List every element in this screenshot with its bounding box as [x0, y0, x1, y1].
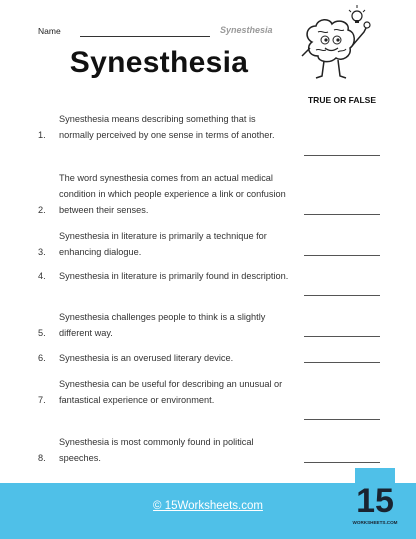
- question-text: Synesthesia in literature is primarily a technique for enhancing dialogue.: [59, 231, 267, 257]
- question-number: 5.: [38, 328, 46, 338]
- page-title: Synesthesia: [69, 46, 249, 79]
- question-item: [38, 434, 289, 466]
- question-item: [38, 350, 289, 366]
- question-item: [38, 228, 289, 260]
- question-text: Synesthesia in literature is primarily found in description.: [59, 271, 289, 281]
- answer-line[interactable]: [304, 295, 380, 296]
- question-number: 7.: [38, 395, 46, 405]
- answer-line[interactable]: [304, 155, 380, 156]
- question-number: 3.: [38, 247, 46, 257]
- question-text: The word synesthesia comes from an actual medical condition in which people experience a link or confusion between their senses.: [59, 173, 286, 215]
- answer-line[interactable]: [304, 255, 380, 256]
- worksheet-subject: Synesthesia: [220, 25, 273, 35]
- question-text: Synesthesia is most commonly found in political speeches.: [59, 437, 254, 463]
- question-item: [38, 376, 289, 408]
- logo-number: 15: [356, 482, 394, 520]
- answer-line[interactable]: [304, 462, 380, 463]
- question-text: Synesthesia means describing something that is normally perceived by one sense in terms of another.: [59, 114, 275, 140]
- answer-line[interactable]: [304, 336, 380, 337]
- question-number: 1.: [38, 130, 46, 140]
- question-text: Synesthesia is an overused literary device.: [59, 353, 234, 363]
- question-item: [38, 309, 289, 341]
- name-line[interactable]: [80, 36, 210, 37]
- name-label: Name: [38, 26, 61, 36]
- question-number: 8.: [38, 453, 46, 463]
- question-number: 2.: [38, 205, 46, 215]
- question-item: [38, 268, 289, 284]
- question-number: 4.: [38, 271, 46, 281]
- true-or-false-label: TRUE OR FALSE: [307, 95, 376, 105]
- question-number: 6.: [38, 353, 46, 363]
- logo-text: WORKSHEETS.COM: [352, 520, 398, 525]
- footer-link[interactable]: © 15Worksheets.com: [153, 500, 263, 512]
- question-item: [38, 170, 289, 218]
- question-item: [38, 111, 289, 143]
- question-text: Synesthesia can be useful for describing an unusual or fantastical experience or environment.: [59, 379, 283, 405]
- worksheets-logo-icon: [352, 468, 398, 536]
- answer-line[interactable]: [304, 362, 380, 363]
- answer-line[interactable]: [304, 419, 380, 420]
- brain-mascot-icon: [294, 2, 384, 88]
- question-text: Synesthesia challenges people to think is a slightly different way.: [59, 312, 266, 338]
- answer-line[interactable]: [304, 214, 380, 215]
